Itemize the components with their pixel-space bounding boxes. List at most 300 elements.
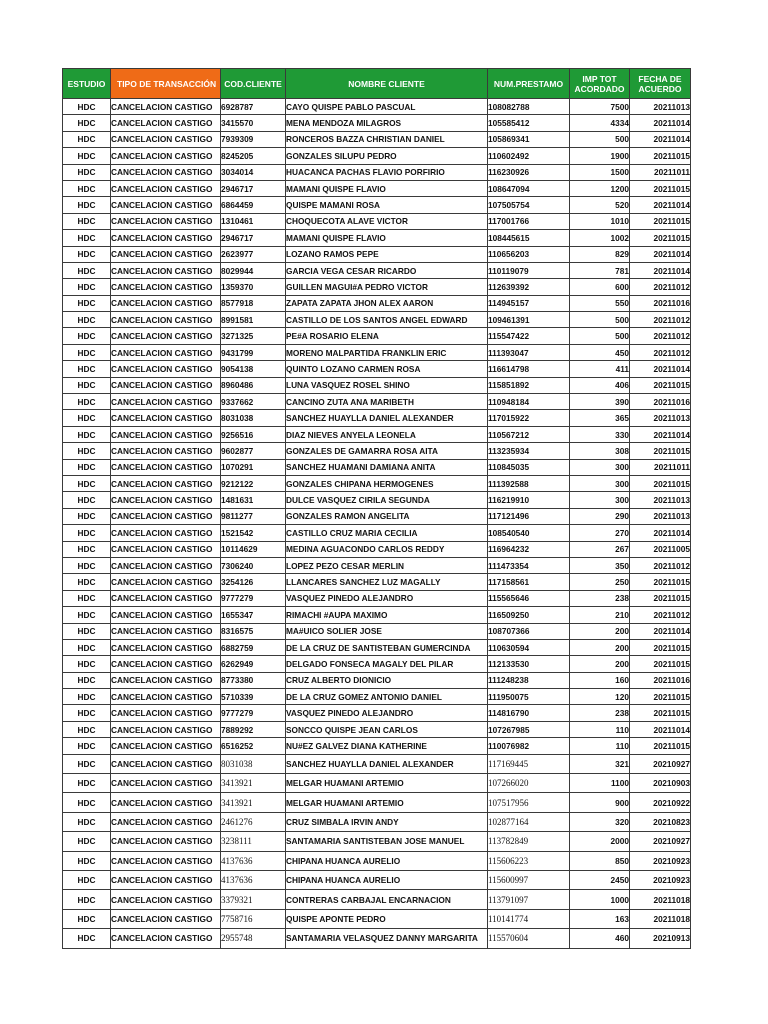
cod-cliente-cell: 1521542 (221, 525, 286, 541)
tipo-cell: CANCELACION CASTIGO (111, 793, 221, 812)
nombre-cliente-cell: MA#UICO SOLIER JOSE (286, 623, 488, 639)
cod-cliente-cell: 1310461 (221, 213, 286, 229)
cod-cliente-cell: 6516252 (221, 738, 286, 754)
table-row (63, 475, 691, 491)
tipo-cell: CANCELACION CASTIGO (111, 607, 221, 623)
nombre-cliente-cell: SANCHEZ HUAYLLA DANIEL ALEXANDER (286, 754, 488, 773)
fecha-cell: 20211015 (630, 475, 691, 491)
imp-cell: 829 (570, 246, 630, 262)
num-prestamo-cell: 115570604 (488, 929, 570, 948)
fecha-cell: 20210823 (630, 812, 691, 831)
num-prestamo-cell: 107267985 (488, 721, 570, 737)
cod-cliente-cell: 4137636 (221, 851, 286, 870)
estudio-cell: HDC (63, 689, 111, 705)
fecha-cell: 20211015 (630, 230, 691, 246)
fecha-cell: 20211014 (630, 131, 691, 147)
estudio-cell: HDC (63, 164, 111, 180)
nombre-cliente-cell: GONZALES CHIPANA HERMOGENES (286, 475, 488, 491)
table-row (63, 295, 691, 311)
imp-cell: 1002 (570, 230, 630, 246)
cod-cliente-cell: 10114629 (221, 541, 286, 557)
nombre-cliente-cell: LOZANO RAMOS PEPE (286, 246, 488, 262)
imp-cell: 4334 (570, 115, 630, 131)
header-tipo-transaccion: TIPO DE TRANSACCIÓN (111, 69, 221, 99)
cod-cliente-cell: 1359370 (221, 279, 286, 295)
tipo-cell: CANCELACION CASTIGO (111, 851, 221, 870)
table-row (63, 525, 691, 541)
tipo-cell: CANCELACION CASTIGO (111, 590, 221, 606)
imp-cell: 2000 (570, 832, 630, 851)
fecha-cell: 20211014 (630, 426, 691, 442)
num-prestamo-cell: 113235934 (488, 443, 570, 459)
cod-cliente-cell: 7939309 (221, 131, 286, 147)
table-row (63, 328, 691, 344)
nombre-cliente-cell: LUNA VASQUEZ ROSEL SHINO (286, 377, 488, 393)
cod-cliente-cell: 2946717 (221, 180, 286, 196)
tipo-cell: CANCELACION CASTIGO (111, 295, 221, 311)
tipo-cell: CANCELACION CASTIGO (111, 929, 221, 948)
table-row (63, 99, 691, 115)
table-row (63, 754, 691, 773)
estudio-cell: HDC (63, 148, 111, 164)
fecha-cell: 20211014 (630, 246, 691, 262)
tipo-cell: CANCELACION CASTIGO (111, 180, 221, 196)
estudio-cell: HDC (63, 115, 111, 131)
nombre-cliente-cell: GONZALES SILUPU PEDRO (286, 148, 488, 164)
fecha-cell: 20211011 (630, 459, 691, 475)
num-prestamo-cell: 110076982 (488, 738, 570, 754)
fecha-cell: 20210922 (630, 793, 691, 812)
tipo-cell: CANCELACION CASTIGO (111, 754, 221, 773)
num-prestamo-cell: 117001766 (488, 213, 570, 229)
table-row (63, 623, 691, 639)
cod-cliente-cell: 6928787 (221, 99, 286, 115)
fecha-cell: 20211012 (630, 557, 691, 573)
cod-cliente-cell: 3271325 (221, 328, 286, 344)
cod-cliente-cell: 7889292 (221, 721, 286, 737)
num-prestamo-cell: 117121496 (488, 508, 570, 524)
imp-cell: 1100 (570, 774, 630, 793)
estudio-cell: HDC (63, 99, 111, 115)
estudio-cell: HDC (63, 377, 111, 393)
cod-cliente-cell: 8031038 (221, 754, 286, 773)
nombre-cliente-cell: GONZALES RAMON ANGELITA (286, 508, 488, 524)
num-prestamo-cell: 114816790 (488, 705, 570, 721)
nombre-cliente-cell: SANTAMARIA SANTISTEBAN JOSE MANUEL (286, 832, 488, 851)
fecha-cell: 20211012 (630, 279, 691, 295)
table-row (63, 312, 691, 328)
nombre-cliente-cell: MAMANI QUISPE FLAVIO (286, 180, 488, 196)
cod-cliente-cell: 3034014 (221, 164, 286, 180)
num-prestamo-cell: 107505754 (488, 197, 570, 213)
fecha-cell: 20211014 (630, 262, 691, 278)
imp-cell: 520 (570, 197, 630, 213)
tipo-cell: CANCELACION CASTIGO (111, 394, 221, 410)
num-prestamo-cell: 108082788 (488, 99, 570, 115)
cod-cliente-cell: 2623977 (221, 246, 286, 262)
fecha-cell: 20211012 (630, 312, 691, 328)
table-body (63, 99, 691, 949)
estudio-cell: HDC (63, 459, 111, 475)
fecha-cell: 20211014 (630, 623, 691, 639)
cod-cliente-cell: 9337662 (221, 394, 286, 410)
tipo-cell: CANCELACION CASTIGO (111, 541, 221, 557)
table-row (63, 639, 691, 655)
num-prestamo-cell: 105585412 (488, 115, 570, 131)
fecha-cell: 20211013 (630, 410, 691, 426)
imp-cell: 900 (570, 793, 630, 812)
imp-cell: 1500 (570, 164, 630, 180)
num-prestamo-cell: 116509250 (488, 607, 570, 623)
nombre-cliente-cell: SANCHEZ HUAYLLA DANIEL ALEXANDER (286, 410, 488, 426)
imp-cell: 2450 (570, 870, 630, 889)
tipo-cell: CANCELACION CASTIGO (111, 890, 221, 909)
cod-cliente-cell: 8991581 (221, 312, 286, 328)
num-prestamo-cell: 116219910 (488, 492, 570, 508)
estudio-cell: HDC (63, 246, 111, 262)
fecha-cell: 20211013 (630, 492, 691, 508)
estudio-cell: HDC (63, 774, 111, 793)
imp-cell: 330 (570, 426, 630, 442)
estudio-cell: HDC (63, 812, 111, 831)
nombre-cliente-cell: DELGADO FONSECA MAGALY DEL PILAR (286, 656, 488, 672)
cod-cliente-cell: 9256516 (221, 426, 286, 442)
nombre-cliente-cell: DIAZ NIEVES ANYELA LEONELA (286, 426, 488, 442)
tipo-cell: CANCELACION CASTIGO (111, 361, 221, 377)
num-prestamo-cell: 117015922 (488, 410, 570, 426)
num-prestamo-cell: 111248238 (488, 672, 570, 688)
nombre-cliente-cell: MELGAR HUAMANI ARTEMIO (286, 774, 488, 793)
cod-cliente-cell: 9431799 (221, 344, 286, 360)
estudio-cell: HDC (63, 541, 111, 557)
fecha-cell: 20211015 (630, 148, 691, 164)
imp-cell: 300 (570, 492, 630, 508)
imp-cell: 500 (570, 131, 630, 147)
num-prestamo-cell: 110845035 (488, 459, 570, 475)
num-prestamo-cell: 102877164 (488, 812, 570, 831)
imp-cell: 210 (570, 607, 630, 623)
nombre-cliente-cell: CASTILLO CRUZ MARIA CECILIA (286, 525, 488, 541)
tipo-cell: CANCELACION CASTIGO (111, 99, 221, 115)
tipo-cell: CANCELACION CASTIGO (111, 639, 221, 655)
nombre-cliente-cell: CANCINO ZUTA ANA MARIBETH (286, 394, 488, 410)
cod-cliente-cell: 8029944 (221, 262, 286, 278)
imp-cell: 160 (570, 672, 630, 688)
table-row (63, 909, 691, 928)
cod-cliente-cell: 9602877 (221, 443, 286, 459)
table-row (63, 832, 691, 851)
fecha-cell: 20211014 (630, 115, 691, 131)
tipo-cell: CANCELACION CASTIGO (111, 508, 221, 524)
imp-cell: 600 (570, 279, 630, 295)
fecha-cell: 20211014 (630, 721, 691, 737)
spreadsheet (62, 68, 690, 949)
tipo-cell: CANCELACION CASTIGO (111, 832, 221, 851)
imp-cell: 110 (570, 738, 630, 754)
estudio-cell: HDC (63, 929, 111, 948)
nombre-cliente-cell: MORENO MALPARTIDA FRANKLIN ERIC (286, 344, 488, 360)
cod-cliente-cell: 8960486 (221, 377, 286, 393)
fecha-cell: 20211015 (630, 574, 691, 590)
num-prestamo-cell: 113782849 (488, 832, 570, 851)
table-row (63, 148, 691, 164)
imp-cell: 200 (570, 623, 630, 639)
nombre-cliente-cell: CHIPANA HUANCA AURELIO (286, 851, 488, 870)
cod-cliente-cell: 7306240 (221, 557, 286, 573)
imp-cell: 238 (570, 705, 630, 721)
tipo-cell: CANCELACION CASTIGO (111, 812, 221, 831)
estudio-cell: HDC (63, 475, 111, 491)
estudio-cell: HDC (63, 672, 111, 688)
table-row (63, 492, 691, 508)
imp-cell: 200 (570, 639, 630, 655)
nombre-cliente-cell: CHIPANA HUANCA AURELIO (286, 870, 488, 889)
fecha-cell: 20211012 (630, 607, 691, 623)
estudio-cell: HDC (63, 410, 111, 426)
nombre-cliente-cell: CRUZ SIMBALA IRVIN ANDY (286, 812, 488, 831)
nombre-cliente-cell: GUILLEN MAGUI#A PEDRO VICTOR (286, 279, 488, 295)
tipo-cell: CANCELACION CASTIGO (111, 492, 221, 508)
num-prestamo-cell: 116614798 (488, 361, 570, 377)
num-prestamo-cell: 110119079 (488, 262, 570, 278)
estudio-cell: HDC (63, 312, 111, 328)
num-prestamo-cell: 111392588 (488, 475, 570, 491)
num-prestamo-cell: 110141774 (488, 909, 570, 928)
num-prestamo-cell: 108647094 (488, 180, 570, 196)
nombre-cliente-cell: MAMANI QUISPE FLAVIO (286, 230, 488, 246)
estudio-cell: HDC (63, 394, 111, 410)
cod-cliente-cell: 2461276 (221, 812, 286, 831)
nombre-cliente-cell: SONCCO QUISPE JEAN CARLOS (286, 721, 488, 737)
tipo-cell: CANCELACION CASTIGO (111, 262, 221, 278)
imp-cell: 300 (570, 475, 630, 491)
tipo-cell: CANCELACION CASTIGO (111, 279, 221, 295)
num-prestamo-cell: 110948184 (488, 394, 570, 410)
table-row (63, 246, 691, 262)
table-row (63, 705, 691, 721)
tipo-cell: CANCELACION CASTIGO (111, 672, 221, 688)
num-prestamo-cell: 110602492 (488, 148, 570, 164)
table-row (63, 279, 691, 295)
nombre-cliente-cell: LLANCARES SANCHEZ LUZ MAGALLY (286, 574, 488, 590)
fecha-cell: 20211015 (630, 213, 691, 229)
nombre-cliente-cell: RIMACHI #AUPA MAXIMO (286, 607, 488, 623)
num-prestamo-cell: 115851892 (488, 377, 570, 393)
fecha-cell: 20211016 (630, 672, 691, 688)
estudio-cell: HDC (63, 197, 111, 213)
cod-cliente-cell: 1481631 (221, 492, 286, 508)
fecha-cell: 20211013 (630, 508, 691, 524)
fecha-cell: 20211015 (630, 738, 691, 754)
cod-cliente-cell: 9777279 (221, 590, 286, 606)
imp-cell: 500 (570, 328, 630, 344)
nombre-cliente-cell: DE LA CRUZ GOMEZ ANTONIO DANIEL (286, 689, 488, 705)
fecha-cell: 20211013 (630, 99, 691, 115)
estudio-cell: HDC (63, 656, 111, 672)
table-row (63, 672, 691, 688)
imp-cell: 550 (570, 295, 630, 311)
tipo-cell: CANCELACION CASTIGO (111, 721, 221, 737)
estudio-cell: HDC (63, 574, 111, 590)
fecha-cell: 20211015 (630, 656, 691, 672)
num-prestamo-cell: 110567212 (488, 426, 570, 442)
nombre-cliente-cell: SANTAMARIA VELASQUEZ DANNY MARGARITA (286, 929, 488, 948)
tipo-cell: CANCELACION CASTIGO (111, 312, 221, 328)
num-prestamo-cell: 117158561 (488, 574, 570, 590)
cod-cliente-cell: 5710339 (221, 689, 286, 705)
header-estudio: ESTUDIO (63, 69, 111, 99)
num-prestamo-cell: 111393047 (488, 344, 570, 360)
nombre-cliente-cell: CONTRERAS CARBAJAL ENCARNACION (286, 890, 488, 909)
imp-cell: 1900 (570, 148, 630, 164)
estudio-cell: HDC (63, 262, 111, 278)
cod-cliente-cell: 3413921 (221, 774, 286, 793)
imp-cell: 390 (570, 394, 630, 410)
num-prestamo-cell: 113791097 (488, 890, 570, 909)
cod-cliente-cell: 9777279 (221, 705, 286, 721)
imp-cell: 500 (570, 312, 630, 328)
fecha-cell: 20211015 (630, 705, 691, 721)
nombre-cliente-cell: CHOQUECOTA ALAVE VICTOR (286, 213, 488, 229)
estudio-cell: HDC (63, 295, 111, 311)
estudio-cell: HDC (63, 909, 111, 928)
imp-cell: 1010 (570, 213, 630, 229)
table-row (63, 774, 691, 793)
estudio-cell: HDC (63, 361, 111, 377)
fecha-cell: 20211018 (630, 909, 691, 928)
imp-cell: 300 (570, 459, 630, 475)
cod-cliente-cell: 8577918 (221, 295, 286, 311)
estudio-cell: HDC (63, 623, 111, 639)
cod-cliente-cell: 7758716 (221, 909, 286, 928)
fecha-cell: 20211011 (630, 164, 691, 180)
fecha-cell: 20211012 (630, 328, 691, 344)
nombre-cliente-cell: QUISPE APONTE PEDRO (286, 909, 488, 928)
imp-cell: 1200 (570, 180, 630, 196)
imp-cell: 200 (570, 656, 630, 672)
tipo-cell: CANCELACION CASTIGO (111, 656, 221, 672)
table-row (63, 890, 691, 909)
imp-cell: 7500 (570, 99, 630, 115)
fecha-cell: 20211015 (630, 180, 691, 196)
fecha-cell: 20211016 (630, 394, 691, 410)
estudio-cell: HDC (63, 890, 111, 909)
imp-cell: 120 (570, 689, 630, 705)
nombre-cliente-cell: CASTILLO DE LOS SANTOS ANGEL EDWARD (286, 312, 488, 328)
fecha-cell: 20211014 (630, 525, 691, 541)
tipo-cell: CANCELACION CASTIGO (111, 475, 221, 491)
estudio-cell: HDC (63, 213, 111, 229)
imp-cell: 308 (570, 443, 630, 459)
nombre-cliente-cell: PE#A ROSARIO ELENA (286, 328, 488, 344)
nombre-cliente-cell: DULCE VASQUEZ CIRILA SEGUNDA (286, 492, 488, 508)
nombre-cliente-cell: MELGAR HUAMANI ARTEMIO (286, 793, 488, 812)
table-row (63, 607, 691, 623)
estudio-cell: HDC (63, 738, 111, 754)
estudio-cell: HDC (63, 590, 111, 606)
imp-cell: 365 (570, 410, 630, 426)
cod-cliente-cell: 8031038 (221, 410, 286, 426)
num-prestamo-cell: 107266020 (488, 774, 570, 793)
num-prestamo-cell: 108445615 (488, 230, 570, 246)
tipo-cell: CANCELACION CASTIGO (111, 328, 221, 344)
imp-cell: 110 (570, 721, 630, 737)
nombre-cliente-cell: MENA MENDOZA MILAGROS (286, 115, 488, 131)
num-prestamo-cell: 108707366 (488, 623, 570, 639)
imp-cell: 450 (570, 344, 630, 360)
table-row (63, 793, 691, 812)
nombre-cliente-cell: QUINTO LOZANO CARMEN ROSA (286, 361, 488, 377)
imp-cell: 320 (570, 812, 630, 831)
num-prestamo-cell: 116964232 (488, 541, 570, 557)
imp-cell: 460 (570, 929, 630, 948)
tipo-cell: CANCELACION CASTIGO (111, 344, 221, 360)
tipo-cell: CANCELACION CASTIGO (111, 574, 221, 590)
estudio-cell: HDC (63, 426, 111, 442)
imp-cell: 781 (570, 262, 630, 278)
fecha-cell: 20211018 (630, 890, 691, 909)
nombre-cliente-cell: LOPEZ PEZO CESAR MERLIN (286, 557, 488, 573)
cod-cliente-cell: 3254126 (221, 574, 286, 590)
cod-cliente-cell: 3413921 (221, 793, 286, 812)
estudio-cell: HDC (63, 230, 111, 246)
fecha-cell: 20210923 (630, 870, 691, 889)
nombre-cliente-cell: CAYO QUISPE PABLO PASCUAL (286, 99, 488, 115)
cod-cliente-cell: 3415570 (221, 115, 286, 131)
cod-cliente-cell: 3238111 (221, 832, 286, 851)
nombre-cliente-cell: VASQUEZ PINEDO ALEJANDRO (286, 590, 488, 606)
header-row (63, 69, 691, 99)
cod-cliente-cell: 8773380 (221, 672, 286, 688)
table-row (63, 929, 691, 948)
fecha-cell: 20211015 (630, 639, 691, 655)
estudio-cell: HDC (63, 344, 111, 360)
fecha-cell: 20211014 (630, 197, 691, 213)
fecha-cell: 20211015 (630, 443, 691, 459)
imp-cell: 250 (570, 574, 630, 590)
fecha-cell: 20211016 (630, 295, 691, 311)
cod-cliente-cell: 9212122 (221, 475, 286, 491)
fecha-cell: 20211015 (630, 377, 691, 393)
num-prestamo-cell: 107517956 (488, 793, 570, 812)
tipo-cell: CANCELACION CASTIGO (111, 525, 221, 541)
estudio-cell: HDC (63, 492, 111, 508)
tipo-cell: CANCELACION CASTIGO (111, 689, 221, 705)
table-row (63, 361, 691, 377)
tipo-cell: CANCELACION CASTIGO (111, 197, 221, 213)
table-row (63, 377, 691, 393)
table-row (63, 541, 691, 557)
table-row (63, 870, 691, 889)
tipo-cell: CANCELACION CASTIGO (111, 557, 221, 573)
num-prestamo-cell: 115606223 (488, 851, 570, 870)
table-row (63, 426, 691, 442)
table-row (63, 262, 691, 278)
num-prestamo-cell: 115600997 (488, 870, 570, 889)
estudio-cell: HDC (63, 705, 111, 721)
num-prestamo-cell: 114945157 (488, 295, 570, 311)
nombre-cliente-cell: VASQUEZ PINEDO ALEJANDRO (286, 705, 488, 721)
estudio-cell: HDC (63, 639, 111, 655)
table-row (63, 459, 691, 475)
cod-cliente-cell: 8245205 (221, 148, 286, 164)
transactions-table (62, 68, 691, 949)
num-prestamo-cell: 112639392 (488, 279, 570, 295)
tipo-cell: CANCELACION CASTIGO (111, 213, 221, 229)
num-prestamo-cell: 105869341 (488, 131, 570, 147)
fecha-cell: 20210913 (630, 929, 691, 948)
fecha-cell: 20210927 (630, 832, 691, 851)
